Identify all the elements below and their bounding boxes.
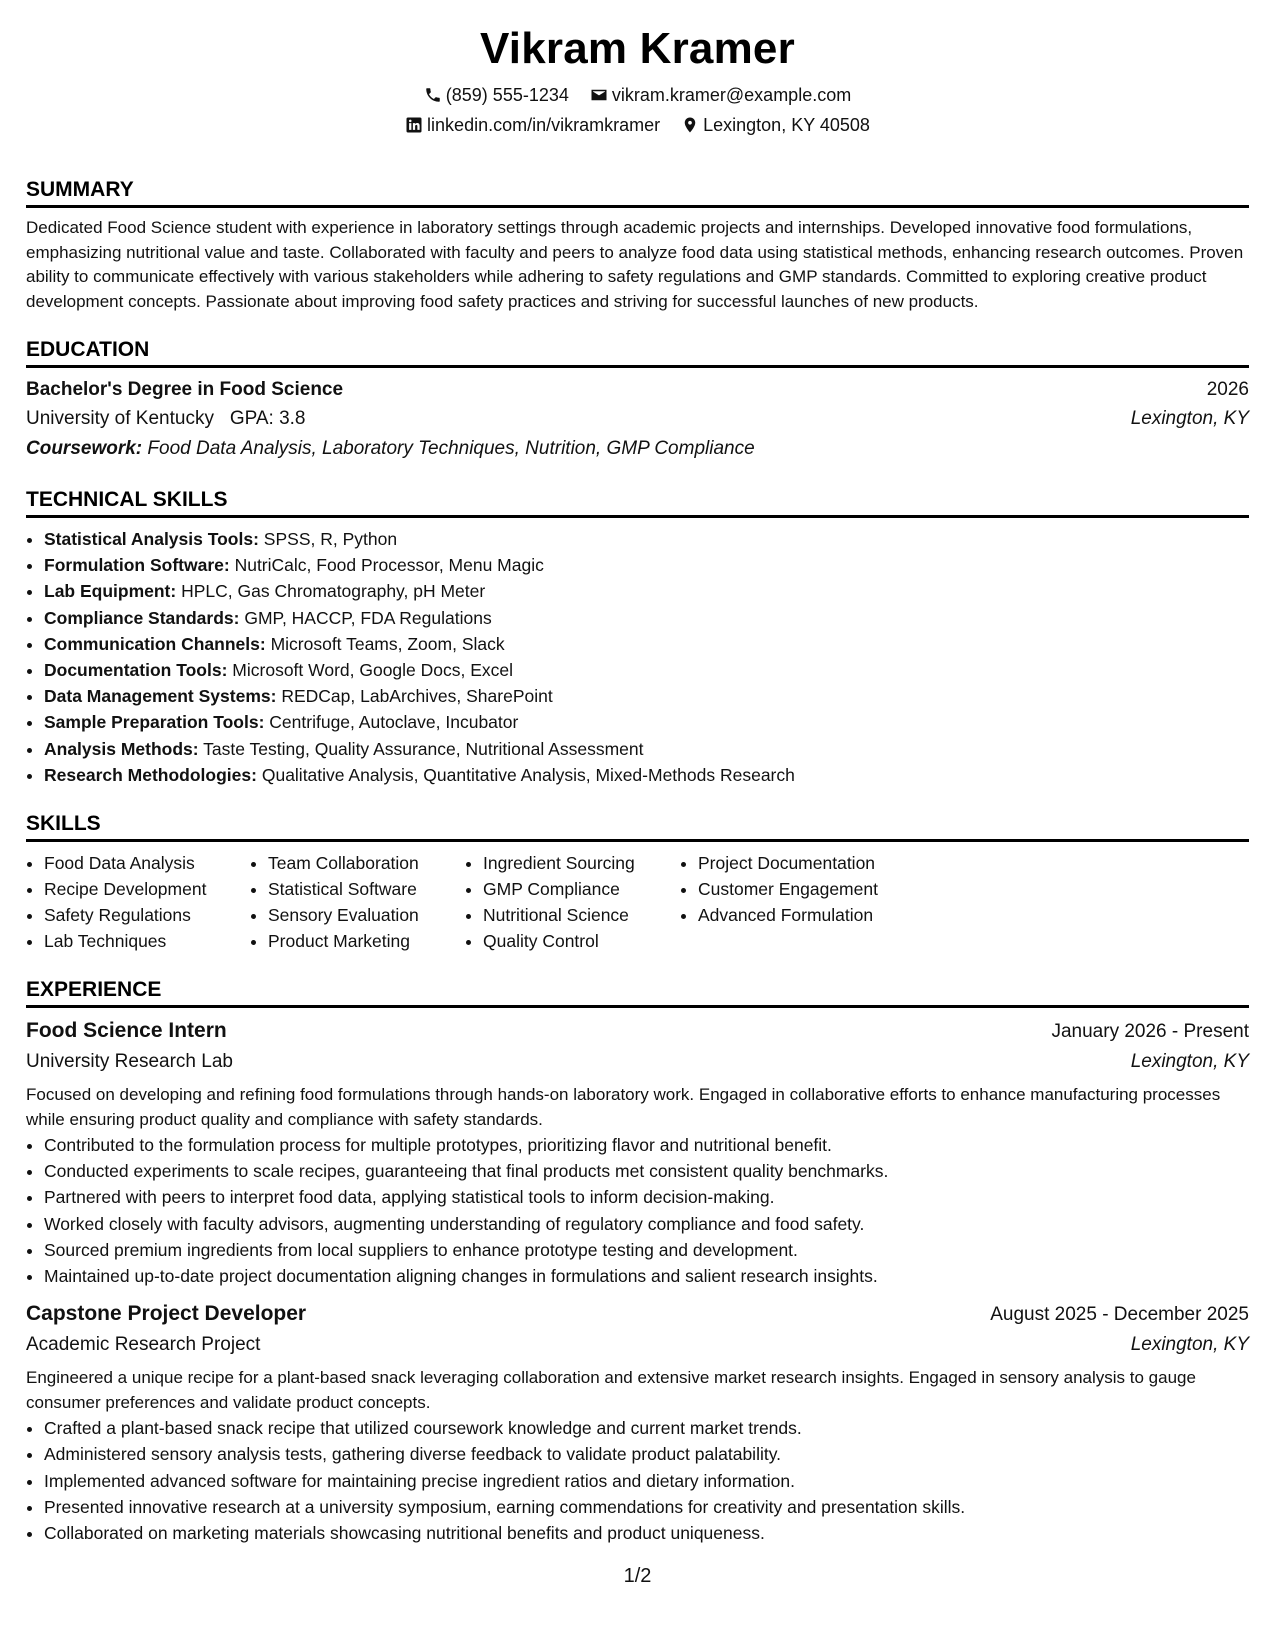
- skill-values: Microsoft Teams, Zoom, Slack: [270, 633, 505, 654]
- skill-category: Sample Preparation Tools:: [44, 712, 265, 733]
- list-item: • Implemented advanced software for maintaining precise ingredient ratios and dietary information.: [44, 1468, 1249, 1494]
- job-organization: Academic Research Project: [26, 1334, 261, 1356]
- skill-category: Lab Equipment:: [44, 581, 177, 602]
- job-organization: University Research Lab: [26, 1051, 233, 1073]
- job-bullets: [26, 1415, 1249, 1546]
- coursework-label: Coursework:: [26, 438, 143, 459]
- list-item: • Crafted a plant-based snack recipe that utilized coursework knowledge and current market trends.: [44, 1415, 1249, 1441]
- list-item: • Partnered with peers to interpret food data, applying statistical tools to inform decision-making.: [44, 1184, 1249, 1210]
- section-title-skills: SKILLS: [26, 810, 1249, 842]
- linkedin-icon: [405, 116, 423, 134]
- skill-category: Analysis Methods:: [44, 738, 199, 759]
- list-item: [44, 605, 1249, 631]
- job-entry-food-science-intern: [26, 1016, 1249, 1289]
- education-degree-row: [26, 376, 1249, 404]
- skills-column-1: [26, 850, 250, 954]
- skill-values: NutriCalc, Food Processor, Menu Magic: [234, 555, 544, 576]
- skills-section: [26, 810, 1249, 954]
- degree-name: Bachelor's Degree in Food Science: [26, 379, 344, 400]
- skill-values: Centrifuge, Autoclave, Incubator: [269, 712, 519, 733]
- technical-skills-section: [26, 486, 1249, 788]
- contact-row-secondary: [26, 110, 1249, 140]
- school-info: [26, 404, 306, 434]
- job-org-row: [26, 1330, 1249, 1360]
- list-item: • Contributed to the formulation process for multiple prototypes, prioritizing flavor and nutritional benefit.: [44, 1132, 1249, 1158]
- skill-category: Data Management Systems:: [44, 686, 277, 707]
- list-item: • Food Data Analysis: [44, 850, 250, 876]
- phone-icon: [424, 86, 442, 104]
- linkedin-contact[interactable]: [405, 110, 660, 140]
- list-item: • Sensory Evaluation: [268, 902, 465, 928]
- candidate-name: Vikram Kramer: [480, 24, 795, 73]
- list-item: • Statistical Software: [268, 876, 465, 902]
- section-title-summary: SUMMARY: [26, 176, 1249, 208]
- envelope-icon: [590, 86, 608, 104]
- list-item: • Maintained up-to-date project documentation aligning changes in formulations and salient research insights.: [44, 1263, 1249, 1289]
- list-item: • Quality Control: [483, 928, 680, 954]
- education-section: [26, 336, 1249, 464]
- skills-column-3: [465, 850, 680, 954]
- resume-page: [26, 18, 1249, 1556]
- skills-column-2: [250, 850, 465, 954]
- phone-contact: [424, 80, 569, 110]
- list-item: • Lab Techniques: [44, 928, 250, 954]
- job-entry-capstone-project-developer: [26, 1299, 1249, 1546]
- section-title-education: EDUCATION: [26, 336, 1249, 368]
- section-title-experience: EXPERIENCE: [26, 976, 1249, 1008]
- list-item: • Customer Engagement: [698, 876, 948, 902]
- list-item: • Advanced Formulation: [698, 902, 948, 928]
- job-title: Capstone Project Developer: [26, 1302, 307, 1326]
- coursework-list: Food Data Analysis, Laboratory Techniques, Nutrition, GMP Compliance: [147, 438, 755, 459]
- experience-section: [26, 976, 1249, 1546]
- list-item: [44, 762, 1249, 788]
- job-bullets: [26, 1132, 1249, 1289]
- email-contact[interactable]: [590, 80, 851, 110]
- summary-section: [26, 176, 1249, 314]
- list-item: [44, 631, 1249, 657]
- list-item: [44, 683, 1249, 709]
- list-item: • Team Collaboration: [268, 850, 465, 876]
- skill-values: GMP, HACCP, FDA Regulations: [244, 607, 492, 628]
- job-dates: August 2025 - December 2025: [990, 1304, 1249, 1326]
- page-number: 1/2: [623, 1565, 652, 1587]
- linkedin-text[interactable]: linkedin.com/in/vikramkramer: [427, 115, 661, 135]
- technical-skills-list: [26, 526, 1249, 788]
- list-item: [44, 526, 1249, 552]
- job-dates: January 2026 - Present: [1051, 1021, 1249, 1043]
- list-item: [44, 552, 1249, 578]
- list-item: • Project Documentation: [698, 850, 948, 876]
- list-item: [44, 578, 1249, 604]
- skill-values: HPLC, Gas Chromatography, pH Meter: [181, 581, 486, 602]
- job-description: Focused on developing and refining food formulations through hands-on laboratory work. Engaged in collaborative efforts to enhance manufacturing processes while ensuring product quality and compliance with safety standards.: [26, 1085, 1221, 1129]
- list-item: • Nutritional Science: [483, 902, 680, 928]
- list-item: • Conducted experiments to scale recipes, guaranteeing that final products met consistent quality benchmarks.: [44, 1158, 1249, 1184]
- phone-text: (859) 555-1234: [445, 85, 569, 105]
- skill-category: Statistical Analysis Tools:: [44, 529, 259, 549]
- list-item: • Administered sensory analysis tests, gathering diverse feedback to validate product palatability.: [44, 1441, 1249, 1467]
- skills-column-4: [680, 850, 948, 954]
- job-title: Food Science Intern: [26, 1019, 227, 1043]
- list-item: • GMP Compliance: [483, 876, 680, 902]
- list-item: • Sourced premium ingredients from local suppliers to enhance prototype testing and development.: [44, 1237, 1249, 1263]
- list-item: • Worked closely with faculty advisors, augmenting understanding of regulatory compliance and food safety.: [44, 1211, 1249, 1237]
- graduation-year: 2026: [1206, 379, 1249, 400]
- job-location: Lexington, KY: [1130, 1334, 1249, 1356]
- list-item: [44, 657, 1249, 683]
- coursework-line: [26, 434, 1249, 464]
- list-item: • Product Marketing: [268, 928, 465, 954]
- job-org-row: [26, 1047, 1249, 1077]
- job-description: Engineered a unique recipe for a plant-based snack leveraging collaboration and extensive market research insights. Engaged in sensory analysis to gauge consumer preferences and validate product concepts.: [26, 1368, 1196, 1412]
- list-item: • Recipe Development: [44, 876, 250, 902]
- skill-category: Research Methodologies:: [44, 764, 257, 785]
- contact-row-primary: [26, 80, 1249, 110]
- job-title-row: [26, 1016, 1249, 1047]
- list-item: • Safety Regulations: [44, 902, 250, 928]
- list-item: [44, 709, 1249, 735]
- list-item: • Ingredient Sourcing: [483, 850, 680, 876]
- summary-text: Dedicated Food Science student with experience in laboratory settings through academic projects and internships. Developed innovative food formulations, emphasizing nutritional value and taste. Collaborated with faculty and peers to analyze food data using statistical methods, enhancing research outcomes. Proven ability to communicate effectively with various stakeholders while adhering to safety regulations and GMP standards. Committed to exploring creative product development concepts. Passionate about improving food safety practices and striving for successful launches of new products.: [26, 218, 1244, 311]
- skill-values: Taste Testing, Quality Assurance, Nutritional Assessment: [203, 738, 644, 759]
- skill-values: Microsoft Word, Google Docs, Excel: [232, 660, 514, 681]
- location-contact: [681, 110, 870, 140]
- job-title-row: [26, 1299, 1249, 1330]
- skill-values: Qualitative Analysis, Quantitative Analysis, Mixed-Methods Research: [261, 764, 795, 785]
- skill-values: REDCap, LabArchives, SharePoint: [281, 686, 553, 707]
- skill-category: Formulation Software:: [44, 555, 230, 576]
- location-text: Lexington, KY 40508: [703, 115, 870, 135]
- gpa: GPA: 3.8: [229, 408, 306, 429]
- school-location: Lexington, KY: [1130, 408, 1249, 429]
- school-name: University of Kentucky: [26, 408, 214, 429]
- job-location: Lexington, KY: [1130, 1051, 1249, 1073]
- education-school-row: [26, 404, 1249, 434]
- section-title-technical-skills: TECHNICAL SKILLS: [26, 486, 1249, 518]
- skill-category: Documentation Tools:: [44, 660, 228, 681]
- list-item: • Presented innovative research at a university symposium, earning commendations for creativity and presentation skills.: [44, 1494, 1249, 1520]
- skills-grid: [26, 850, 1249, 954]
- list-item: [44, 736, 1249, 762]
- skill-values: SPSS, R, Python: [263, 529, 398, 549]
- skill-category: Compliance Standards:: [44, 607, 240, 628]
- map-pin-icon: [681, 116, 699, 134]
- list-item: • Collaborated on marketing materials showcasing nutritional benefits and product uniqueness.: [44, 1520, 1249, 1546]
- email-text[interactable]: vikram.kramer@example.com: [611, 85, 852, 105]
- skill-category: Communication Channels:: [44, 633, 266, 654]
